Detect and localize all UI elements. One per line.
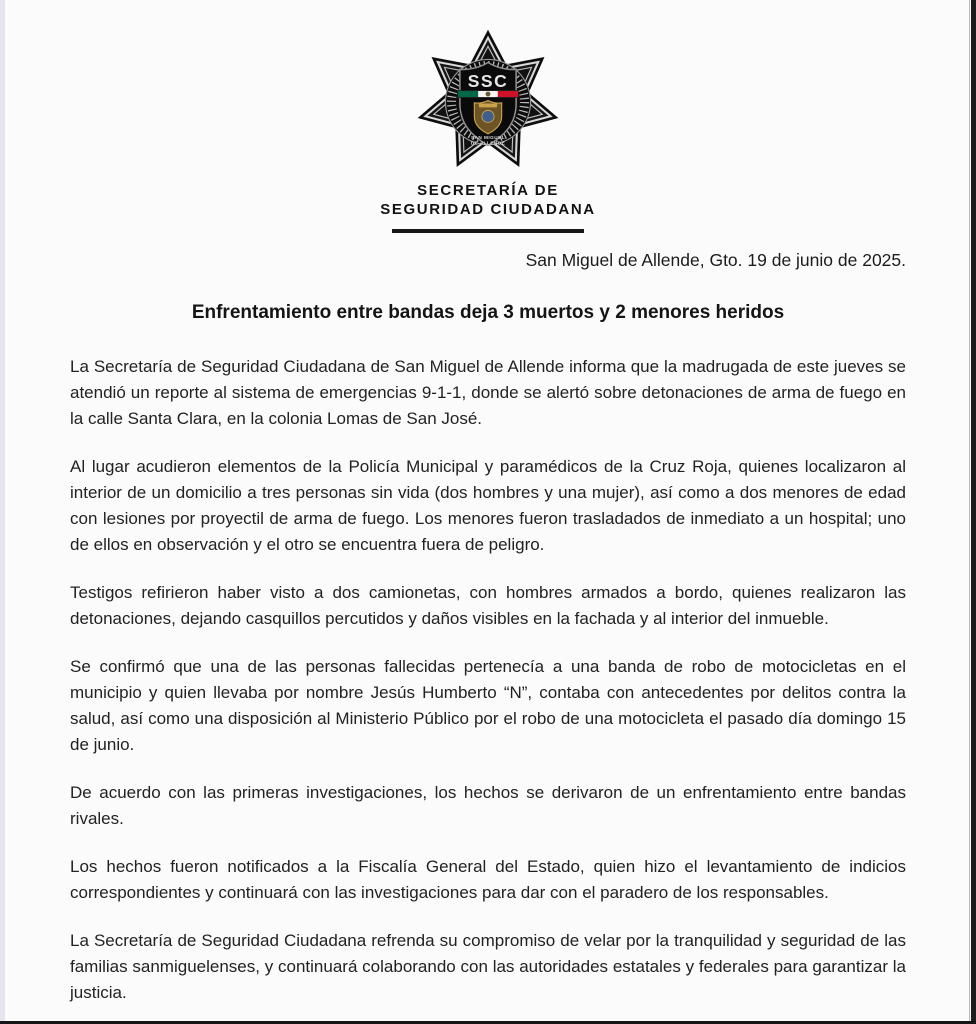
paragraph-1: La Secretaría de Seguridad Ciudadana de San Miguel de Allende informa que la madrugada de este jueves se atendió un reporte al sistema de emergencias 9-1-1, donde se alertó sobre detonaciones de arma de fuego en la calle Santa Clara, en la colonia Lomas de San José. — [70, 356, 906, 428]
org-name-line2: SEGURIDAD CIUDADANA — [380, 200, 596, 218]
paragraph-6: Los hechos fueron notificados a la Fiscalía General del Estado, quien hizo el levantamiento de indicios correspondientes y continuará con las investigaciones para dar con el paradero de los responsables. — [70, 856, 906, 902]
photo-edge-left — [0, 0, 5, 1024]
paragraph-5: De acuerdo con las primeras investigaciones, los hechos se derivaron de un enfrentamiento entre bandas rivales. — [70, 782, 906, 828]
org-name — [70, 182, 906, 220]
badge-city-line1: SAN MIGUEL — [470, 135, 506, 141]
org-name-line1: SECRETARÍA DE — [417, 182, 559, 199]
dateline: San Miguel de Allende, Gto. 19 de junio de 2025. — [525, 249, 906, 270]
paragraph-3: Testigos refirieron haber visto a dos camionetas, con hombres armados a bordo, quienes realizaron las detonaciones, dejando casquillos percutidos y daños visibles en la fachada y al interior del inmueble. — [70, 582, 906, 628]
badge-city-line2: DE ALLENDE — [470, 140, 506, 146]
badge-acronym: SSC — [467, 70, 509, 91]
letterhead-divider — [392, 229, 584, 233]
paragraph-4: Se confirmó que una de las personas fallecidas pertenecía a una banda de robo de motocicletas en el municipio y quien llevaba por nombre Jesús Humberto “N”, contaba con antecedentes por delitos contra la salud, así como una disposición al Ministerio Público por el robo de una motocicleta el pasado día domingo 15 de junio. — [70, 656, 906, 754]
mexican-flag-ribbon — [458, 91, 519, 98]
paragraph-7: La Secretaría de Seguridad Ciudadana refrenda su compromiso de velar por la tranquilidad y seguridad de las familias sanmiguelenses, y continuará colaborando con las autoridades estatales y federales para garantizar la justicia. — [70, 930, 906, 1002]
headline: Enfrentamiento entre bandas deja 3 muertos y 2 menores heridos — [191, 301, 785, 323]
press-release-body — [70, 354, 906, 1006]
paragraph-2: Al lugar acudieron elementos de la Policía Municipal y paramédicos de la Cruz Roja, quienes localizaron al interior de un domicilio a tres personas sin vida (dos hombres y una mujer), así como a dos menores de edad con lesiones por proyectil de arma de fuego. Los menores fueron trasladados de inmediato a un hospital; uno de ellos en observación y el otro se encuentra fuera de peligro. — [70, 456, 906, 554]
ssc-police-star-badge-icon — [70, 26, 906, 178]
letterhead — [70, 26, 906, 233]
photo-edge-right — [971, 0, 976, 1024]
